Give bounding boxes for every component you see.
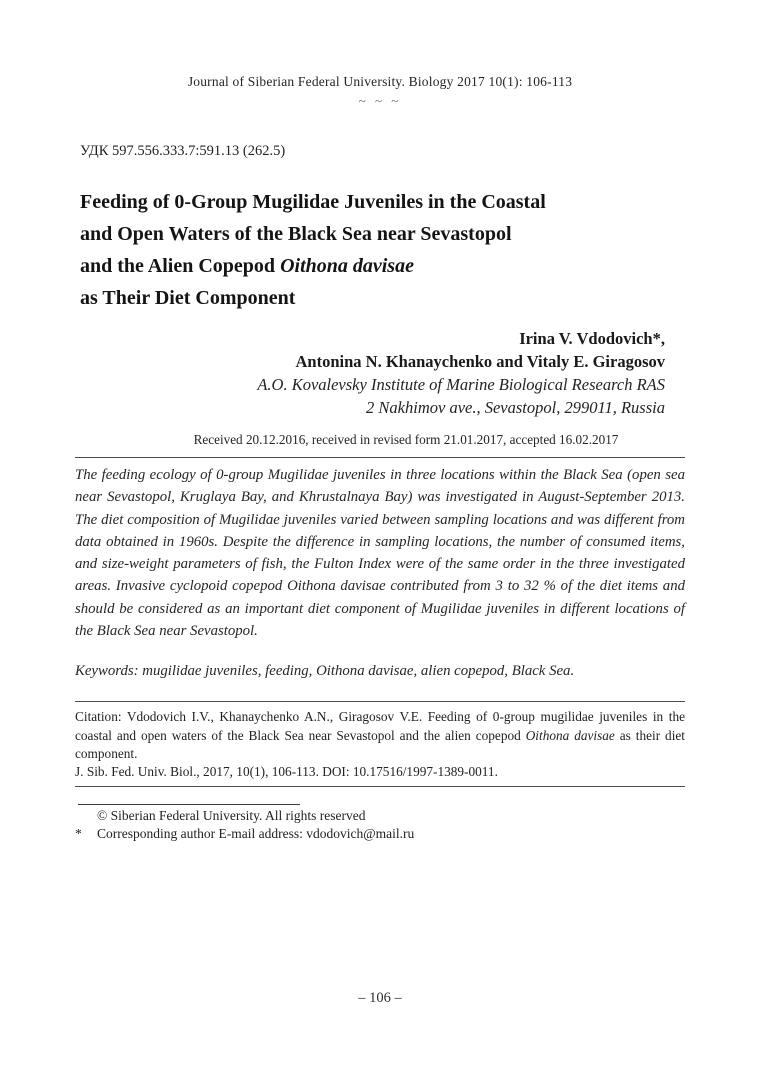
title-line-3 (80, 250, 685, 282)
author-block (75, 327, 685, 419)
title-line-2: and Open Waters of the Black Sea near Sevastopol (80, 223, 512, 245)
page-number: – 106 – (358, 990, 402, 1006)
divider-above-citation (75, 701, 685, 702)
citation-part-1: Citation: Vdodovich I.V., Khanaychenko A.N., Giragosov V.E. Feeding of 0-group mugilidae juveniles in the coastal and open waters of the Black Sea near Sevastopol and the alien copepod (75, 709, 685, 743)
author-address: 2 Nakhimov ave., Sevastopol, 299011, Russia (366, 398, 665, 417)
footnote-rule (78, 804, 300, 805)
citation-text (75, 708, 685, 763)
header-ornament: ~ ~ ~ (358, 93, 402, 108)
divider-below-citation (75, 786, 685, 787)
title-line-3-text: and the Alien Copepod (80, 255, 281, 277)
citation-part-2: as their diet component. (75, 727, 685, 761)
title-species-name: Oithona davisae (280, 255, 414, 277)
citation-journal-line: J. Sib. Fed. Univ. Biol., 2017, 10(1), 106-113. DOI: 10.17516/1997-1389-0011. (75, 763, 498, 779)
udc-code: УДК 597.556.333.7:591.13 (262.5) (80, 143, 286, 159)
corresponding-author-note (75, 825, 685, 843)
received-dates-line: Received 20.12.2016, received in revised form 21.01.2017, accepted 16.02.2017 (193, 432, 619, 447)
corresponding-author-email: Corresponding author E-mail address: vdodovich@mail.ru (97, 826, 415, 842)
copyright-notice: © Siberian Federal University. All rights reserved (97, 808, 366, 824)
journal-running-head: Journal of Siberian Federal University. Biology 2017 10(1): 106-113 (187, 74, 573, 89)
footnote-block (75, 804, 685, 843)
title-line-4: as Their Diet Component (80, 287, 296, 309)
citation-species-name: Oithona davisae (525, 727, 615, 743)
author-name-1: Irina V. Vdodovich*, (519, 329, 665, 348)
divider-above-abstract (75, 457, 685, 458)
abstract-text: The feeding ecology of 0-group Mugilidae juveniles in three locations within the Black Sea (open sea near Sevastopol, Kruglaya Bay, and Khrustalnaya Bay) was investigated in August-September 2013. The diet composition of Mugilidae juveniles varied between sampling locations and was different from data obtained in 1960s. Despite the difference in sampling locations, the number of consumed items, and size-weight parameters of fish, the Fulton Index were of the same order in the three investigated areas. Invasive cyclopoid copepod Oithona davisae contributed from 3 to 32 % of the diet items and should be considered as an important diet component of Mugilidae juveniles in different locations of the Black Sea near Sevastopol. (75, 467, 685, 640)
author-name-2: Antonina N. Khanaychenko and Vitaly E. Giragosov (295, 352, 665, 371)
title-line-1: Feeding of 0-Group Mugilidae Juveniles in the Coastal (80, 191, 546, 213)
footnote-asterisk: * (75, 826, 82, 842)
article-title (75, 186, 685, 314)
citation-block (75, 708, 685, 781)
keywords-line: Keywords: mugilidae juveniles, feeding, Oithona davisae, alien copepod, Black Sea. (75, 663, 575, 680)
author-affiliation: A.O. Kovalevsky Institute of Marine Biological Research RAS (257, 375, 665, 394)
